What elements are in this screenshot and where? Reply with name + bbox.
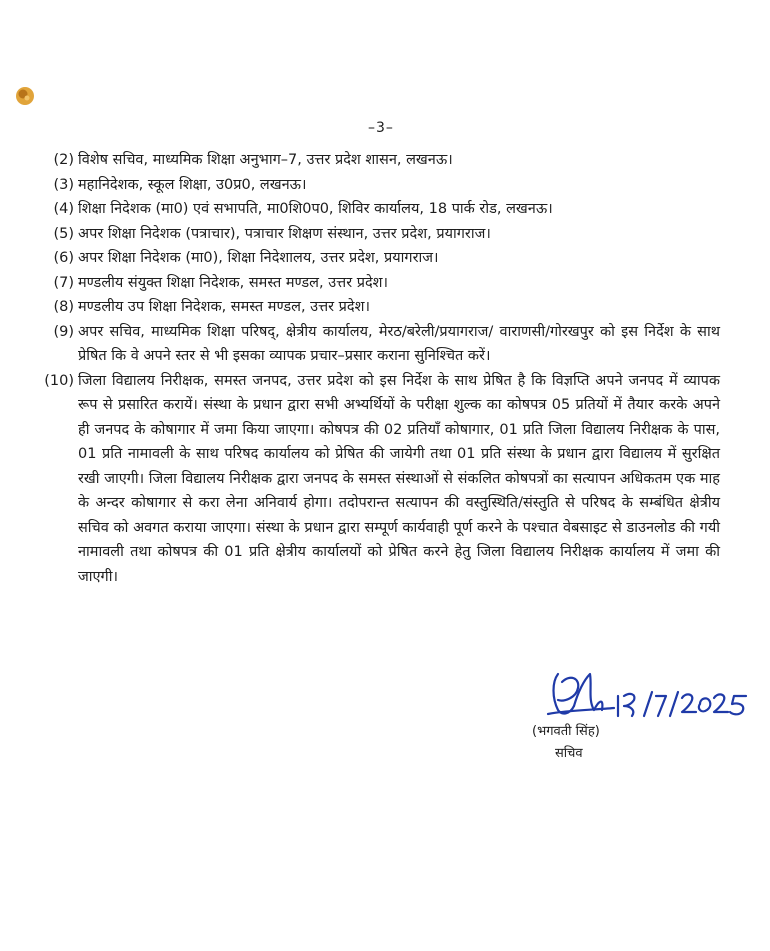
page-number: –3–: [368, 120, 394, 136]
item-text: अपर शिक्षा निदेशक (पत्राचार), पत्राचार शिक्षण संस्थान, उत्तर प्रदेश, प्रयागराज।: [78, 225, 491, 242]
signature-block: [518, 652, 758, 772]
signer-designation: सचिव: [555, 746, 583, 761]
item-number: (10): [44, 372, 74, 389]
item-number: (6): [53, 250, 74, 266]
item-text: शिक्षा निदेशक (मा0) एवं सभापति, मा0शि0प0, शिविर कार्यालय, 18 पार्क रोड, लखनऊ।: [78, 201, 553, 217]
item-number: (9): [53, 323, 74, 340]
signer-name: (भगवती सिंह): [532, 724, 600, 739]
list-item: [40, 320, 720, 369]
item-text: जिला विद्यालय निरीक्षक, समस्त जनपद, उत्तर प्रदेश को इस निर्देश के साथ प्रेषित है कि विज्ञप्ति अपने जनपद में व्यापक रूप से प्रसारित करायें। संस्था के प्रधान द्वारा सभी अभ्यर्थियों के परीक्षा शुल्क का कोषपत्र 05 प्रतियों में तैयार करके अपने ही जनपद के कोषागार में जमा किया जाएगा। कोषपत्र की 02 प्रतियाँ कोषागार, 01 प्रति जिला विद्यालय निरीक्षक के पास, 01 प्रति नामावली के साथ परिषद कार्यालय को प्रेषित की जायेगी तथा 01 प्रति संस्था के प्रधान द्वारा विद्यालय में सुरक्षित रखी जाएगी। जिला विद्यालय निरीक्षक द्वारा जनपद के समस्त संस्थाओं से संकलित कोषपत्रों का सत्यापन अधिकतम एक माह के अन्दर कोषागार से करा लेना अनिवार्य होगा। तदोपरान्त सत्यापन की वस्तुस्थिति/संस्तुति से परिषद के सम्बंधित क्षेत्रीय सचिव को अवगत कराया जाएगा। संस्था के प्रधान द्वारा सम्पूर्ण कार्यवाही पूर्ण करने के पश्चात वेबसाइट से डाउनलोड की गयी नामावली तथा कोषपत्र की 01 प्रति क्षेत्रीय कार्यालयों को प्रेषित करने हेतु जिला विद्यालय निरीक्षक कार्यालय में जमा की जाएगी।: [78, 372, 720, 585]
stain-mark-icon: [14, 85, 36, 107]
list-item: [40, 295, 720, 320]
item-number: (2): [53, 152, 74, 168]
list-item: [40, 369, 720, 590]
item-text: अपर शिक्षा निदेशक (मा0), शिक्षा निदेशालय, उत्तर प्रदेश, प्रयागराज।: [78, 250, 439, 266]
recipient-list: [40, 148, 720, 589]
item-text: मण्डलीय उप शिक्षा निदेशक, समस्त मण्डल, उत्तर प्रदेश।: [78, 299, 370, 315]
list-item: [40, 222, 720, 247]
item-text: विशेष सचिव, माध्यमिक शिक्षा अनुभाग–7, उत्तर प्रदेश शासन, लखनऊ।: [78, 152, 453, 168]
item-number: (5): [53, 225, 74, 242]
item-number: (4): [53, 201, 74, 217]
item-text: अपर सचिव, माध्यमिक शिक्षा परिषद्, क्षेत्रीय कार्यालय, मेरठ/बरेली/प्रयागराज/ वाराणसी/गोरखपुर को इस निर्देश के साथ प्रेषित कि वे अपने स्तर से भी इसका व्यापक प्रचार–प्रसार कराना सुनिश्चित करें।: [78, 323, 720, 364]
list-item: [40, 246, 720, 271]
item-text: मण्डलीय संयुक्त शिक्षा निदेशक, समस्त मण्डल, उत्तर प्रदेश।: [78, 274, 389, 291]
handwritten-signature: [518, 652, 758, 732]
list-item: [40, 271, 720, 296]
list-item: [40, 173, 720, 198]
item-number: (3): [53, 176, 74, 193]
list-item: [40, 197, 720, 222]
item-number: (7): [53, 274, 74, 291]
item-text: महानिदेशक, स्कूल शिक्षा, उ0प्र0, लखनऊ।: [78, 176, 307, 193]
signature-date-handwritten: 15/7/2025: [618, 714, 624, 715]
item-number: (8): [53, 299, 74, 315]
list-item: [40, 148, 720, 173]
